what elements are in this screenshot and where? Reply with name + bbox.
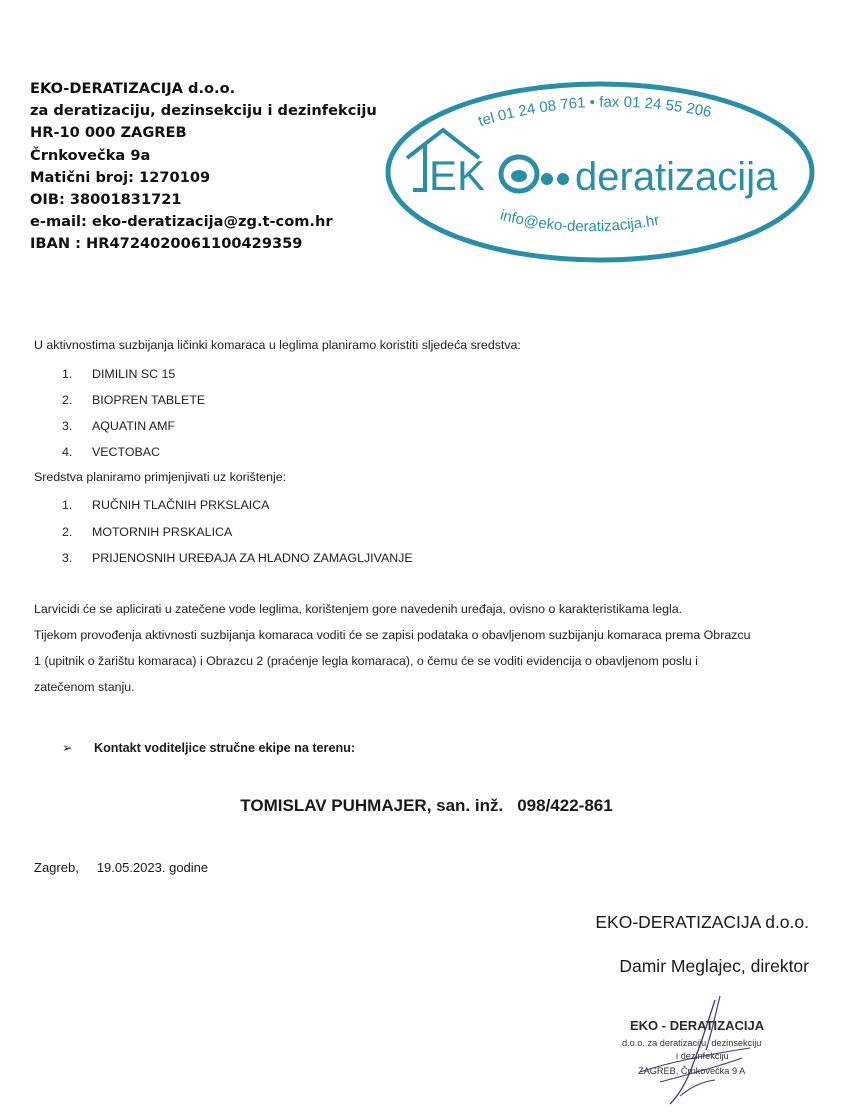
stamp-address: ZAGREB, Črnkovečka 9 A bbox=[638, 1066, 746, 1076]
list-item bbox=[62, 498, 269, 512]
logo-email-text: info@eko-deratizacija.hr bbox=[498, 206, 661, 236]
contact-phone: 098/422-861 bbox=[517, 796, 613, 815]
logo-brand-left: EK bbox=[429, 152, 486, 199]
intro-text: U aktivnostima suzbijanja ličinki komaraca u leglima planiramo koristiti sljedeća sredstva: bbox=[34, 338, 521, 352]
product-name: DIMILIN SC 15 bbox=[92, 367, 176, 381]
product-name: AQUATIN AMF bbox=[92, 419, 176, 433]
equipment-name: MOTORNIH PRSKALICA bbox=[92, 525, 233, 539]
company-name: EKO-DERATIZACIJA d.o.o. bbox=[30, 80, 236, 97]
list-item bbox=[62, 445, 160, 459]
list-number: 1. bbox=[62, 367, 73, 381]
place-date bbox=[34, 860, 208, 875]
paragraph-line: Tijekom provođenja aktivnosti suzbijanja komaraca voditi će se zapisi podataka o obavljenom suzbijanju komaraca prema Obrazcu bbox=[34, 628, 751, 642]
list-number: 2. bbox=[62, 525, 73, 539]
equipment-name: RUČNIH TLAČNIH PRKSLAICA bbox=[92, 498, 270, 512]
signature-company: EKO-DERATIZACIJA d.o.o. bbox=[595, 912, 809, 932]
product-name: VECTOBAC bbox=[92, 445, 160, 459]
contact-heading-text: Kontakt voditeljice stručne ekipe na terenu: bbox=[94, 741, 356, 755]
list-number: 3. bbox=[62, 419, 73, 433]
logo-dot-2 bbox=[557, 173, 569, 185]
contact-person bbox=[0, 796, 853, 816]
company-street: Črnkovečka 9a bbox=[30, 146, 151, 164]
stamp-activity: d.o.o. za deratizaciju, dezinsekciju bbox=[622, 1038, 762, 1048]
company-email: e-mail: eko-deratizacija@zg.t-com.hr bbox=[30, 213, 333, 231]
company-logo bbox=[385, 78, 815, 268]
equipment-intro-text: Sredstva planiramo primjenjivati uz korištenje: bbox=[34, 470, 287, 484]
company-registration-number: Matični broj: 1270109 bbox=[30, 168, 211, 186]
list-item bbox=[62, 419, 175, 433]
equipment-name: PRIJENOSNIH UREĐAJA ZA HLADNO ZAMAGLJIVANJE bbox=[92, 551, 413, 565]
company-iban: IBAN : HR4724020061100429359 bbox=[30, 235, 303, 253]
contact-title: , san. inž. bbox=[426, 796, 504, 815]
mouse-icon bbox=[511, 170, 527, 182]
product-name: BIOPREN TABLETE bbox=[92, 393, 206, 407]
paragraph-line: 1 (upitnik o žarištu komaraca) i Obrazcu 2 (praćenje legla komaraca), o čemu će se voditi evidencija o obavljenom poslu i bbox=[34, 654, 698, 668]
logo-graphic bbox=[385, 78, 815, 268]
list-item bbox=[62, 367, 175, 381]
list-item bbox=[62, 525, 232, 539]
arrow-bullet-icon: ➢ bbox=[62, 741, 73, 755]
logo-dot-1 bbox=[541, 173, 553, 185]
stamp-activity-cont: i dezinfekciju bbox=[676, 1051, 729, 1061]
contact-heading bbox=[62, 740, 355, 755]
logo-contact-text: tel 01 24 08 761 • fax 01 24 55 206 bbox=[476, 93, 713, 131]
stamp-company: EKO - DERATIZACIJA bbox=[630, 1018, 765, 1033]
list-number: 2. bbox=[62, 393, 73, 407]
list-number: 1. bbox=[62, 498, 73, 512]
list-number: 4. bbox=[62, 445, 73, 459]
place: Zagreb, bbox=[34, 860, 79, 875]
handwritten-signature bbox=[620, 992, 800, 1112]
list-item bbox=[62, 551, 413, 565]
signature-director: Damir Meglajec, direktor bbox=[619, 956, 809, 976]
paragraph-line: zatečenom stanju. bbox=[34, 680, 135, 694]
company-oib: OIB: 38001831721 bbox=[30, 191, 182, 209]
company-city: HR-10 000 ZAGREB bbox=[30, 124, 187, 142]
contact-name: TOMISLAV PUHMAJER bbox=[240, 796, 427, 815]
list-number: 3. bbox=[62, 551, 73, 565]
company-activity: za deratizaciju, dezinsekciju i dezinfekciju bbox=[30, 102, 377, 120]
company-header bbox=[30, 78, 390, 256]
list-item bbox=[62, 393, 205, 407]
date: 19.05.2023. godine bbox=[96, 860, 209, 875]
paragraph-line: Larvicidi će se aplicirati u zatečene vode leglima, korištenjem gore navedenih uređaja, ovisno o karakteristikama legla. bbox=[34, 602, 683, 616]
logo-brand-right: deratizacija bbox=[575, 155, 778, 199]
